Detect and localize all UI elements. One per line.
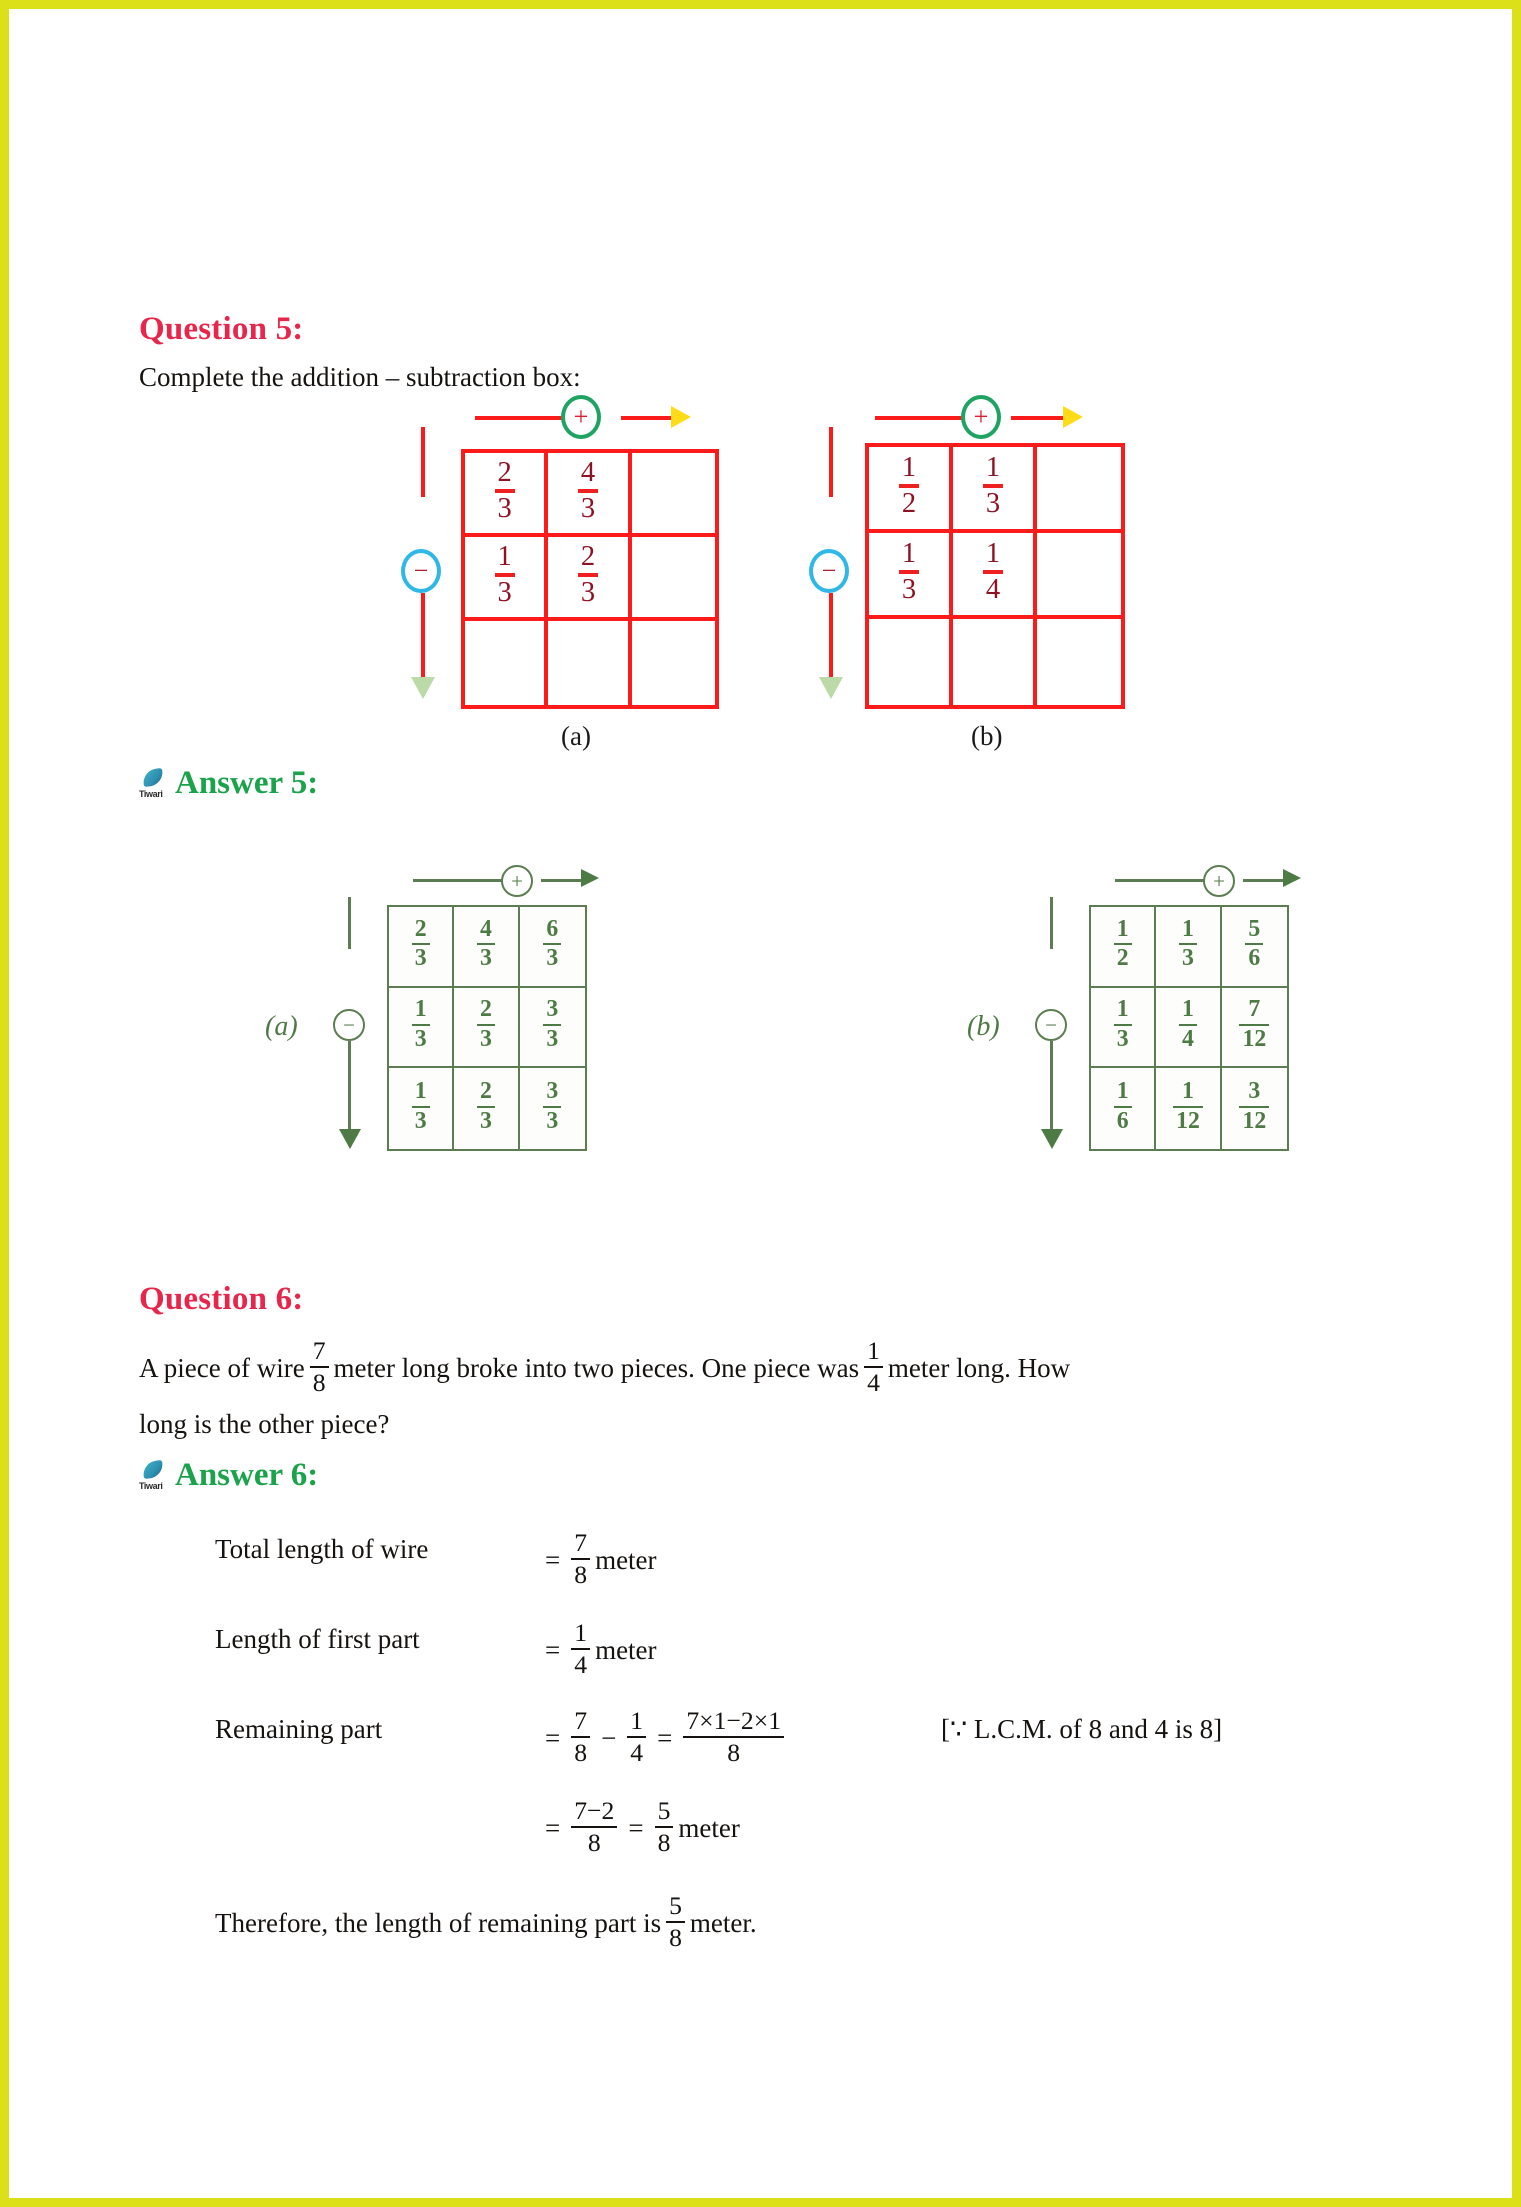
grid-cell <box>1156 907 1221 988</box>
logo-brand-text: Tiwari <box>139 1480 163 1491</box>
question-5-prompt: Complete the addition – subtraction box: <box>139 362 581 392</box>
arrow-head-icon <box>581 869 599 887</box>
lcm-note: [∵ L.C.M. of 8 and 4 is 8] <box>941 1714 1223 1744</box>
arrow-line-top <box>829 427 833 497</box>
grid-cell <box>1222 988 1287 1069</box>
grid-cell-empty <box>548 621 631 705</box>
subtraction-arrow-b-bottom <box>811 593 851 703</box>
logo-brand-text: Tiwari <box>139 788 163 799</box>
arrow-line-left <box>875 416 975 420</box>
question-6-line-2: long is the other piece? <box>139 1409 390 1439</box>
grid-cell <box>454 988 519 1069</box>
q6-text-c: meter long. How <box>887 1353 1071 1384</box>
fraction-1-3: $\frac{1}{3}$ <box>1179 917 1197 973</box>
arrow-head-icon <box>671 406 691 428</box>
answer-6-heading: Answer 6: <box>175 1457 319 1493</box>
minus-operator-answer-b: − <box>1035 1009 1067 1041</box>
fraction-7-12: $\frac{7}{12}$ <box>1239 997 1269 1053</box>
grid-cell <box>454 907 519 988</box>
arrow-head-icon <box>1063 406 1083 428</box>
grid-cell-empty <box>632 621 715 705</box>
minus-operator-a: − <box>401 549 441 593</box>
minus-operator-b: − <box>809 549 849 593</box>
arrow-line-bottom <box>1050 1041 1053 1133</box>
arrow-head-down-icon <box>1041 1129 1063 1149</box>
question-6-heading: Question 6: <box>139 1281 304 1317</box>
unit-label: meter <box>595 1545 657 1576</box>
minus-operator-answer-a: − <box>333 1009 365 1041</box>
fraction-1-6: $\frac{1}{6}$ <box>1114 1079 1132 1135</box>
grid-cell <box>548 537 631 621</box>
grid-cell-empty <box>632 453 715 537</box>
equals-sign: = <box>545 1813 561 1844</box>
fraction-1-12: $\frac{1}{12}$ <box>1173 1079 1203 1135</box>
question-5-grid-a <box>461 449 719 709</box>
figure-label-answer-a: (a) <box>265 1011 298 1042</box>
fraction-1-3: $\frac{1}{3}$ <box>412 997 430 1053</box>
grid-cell <box>389 907 454 988</box>
answer-5-heading-row <box>139 765 318 802</box>
arrow-line-left <box>1115 879 1207 882</box>
grid-cell <box>1222 907 1287 988</box>
plus-operator-answer-b: + <box>1203 865 1235 897</box>
remaining-part-simplified <box>539 1796 740 1858</box>
leaf-shape-icon <box>142 1460 164 1479</box>
grid-cell-empty <box>869 619 953 705</box>
unit-label: meter <box>678 1813 740 1844</box>
page-content <box>9 9 1512 2198</box>
question-5-grid-b <box>865 443 1125 709</box>
fraction-2-3: $\frac{2}{3}$ <box>578 542 598 609</box>
remaining-part-label: Remaining part <box>215 1714 383 1744</box>
total-length-value <box>539 1528 657 1590</box>
grid-cell-empty <box>632 537 715 621</box>
first-part-label: Length of first part <box>215 1624 420 1654</box>
total-length-label: Total length of wire <box>215 1534 429 1564</box>
fraction-1-3: $\frac{1}{3}$ <box>1114 997 1132 1053</box>
question-6-line-1 <box>139 1336 1071 1398</box>
fraction-7-8: $\frac{7}{8}$ <box>571 1707 590 1766</box>
grid-cell <box>389 1068 454 1149</box>
tiwari-leaf-logo-icon <box>139 1461 169 1491</box>
answer-5-heading: Answer 5: <box>175 765 319 801</box>
fraction-6-3: $\frac{6}{3}$ <box>543 917 561 973</box>
fraction-3-3: $\frac{3}{3}$ <box>543 997 561 1053</box>
fraction-2-3: $\frac{2}{3}$ <box>412 917 430 973</box>
figure-label-a: (a) <box>561 721 591 751</box>
grid-cell <box>1091 988 1156 1069</box>
fraction-5-6: $\frac{5}{6}$ <box>1245 917 1263 973</box>
equals-sign: = <box>545 1635 561 1666</box>
grid-cell <box>953 447 1037 533</box>
arrow-head-icon <box>1283 869 1301 887</box>
fraction-4-3: $\frac{4}{3}$ <box>477 917 495 973</box>
fraction-1-3: $\frac{1}{3}$ <box>899 539 919 606</box>
fraction-1-4: $\frac{1}{4}$ <box>627 1707 646 1766</box>
plus-operator-a: + <box>561 395 601 439</box>
question-5-heading: Question 5: <box>139 311 304 347</box>
fraction-1-4: $\frac{1}{4}$ <box>571 1619 590 1678</box>
subtraction-arrow-answer-a-bottom <box>335 1041 365 1151</box>
grid-cell <box>520 907 585 988</box>
grid-cell <box>1222 1068 1287 1149</box>
plus-operator-b: + <box>961 395 1001 439</box>
arrow-line-bottom <box>421 593 425 681</box>
subtraction-arrow-answer-a-top <box>335 897 365 949</box>
answer-6-heading-row <box>139 1457 318 1494</box>
arrow-head-down-icon <box>411 677 435 699</box>
fraction-1-2: $\frac{1}{2}$ <box>1114 917 1132 973</box>
grid-cell <box>548 453 631 537</box>
arrow-line-right <box>621 416 671 420</box>
fraction-2-3: $\frac{2}{3}$ <box>495 458 515 525</box>
fraction-5-8: $\frac{5}{8}$ <box>655 1797 674 1856</box>
grid-cell <box>1156 1068 1221 1149</box>
conclusion-text-a: Therefore, the length of remaining part is <box>215 1908 662 1939</box>
equals-sign: = <box>545 1545 561 1576</box>
subtraction-arrow-answer-b-bottom <box>1037 1041 1067 1151</box>
fraction-1-4: $\frac{1}{4}$ <box>983 539 1003 606</box>
arrow-line-right <box>1011 416 1063 420</box>
arrow-line-top <box>1050 897 1053 949</box>
grid-cell-empty <box>953 619 1037 705</box>
grid-cell <box>465 537 548 621</box>
grid-cell <box>454 1068 519 1149</box>
minus-sign: − <box>601 1723 617 1754</box>
equals-sign-2: = <box>657 1723 673 1754</box>
arrow-line-left <box>413 879 505 882</box>
arrow-line-right <box>1243 879 1283 882</box>
fraction-7-8: $\frac{7}{8}$ <box>310 1337 329 1396</box>
fraction-1-3: $\frac{1}{3}$ <box>412 1079 430 1135</box>
fraction-1-3: $\frac{1}{3}$ <box>495 542 515 609</box>
arrow-line-bottom <box>829 593 833 681</box>
fraction-2-3: $\frac{2}{3}$ <box>477 997 495 1053</box>
unit-label: meter <box>595 1635 657 1666</box>
equals-sign: = <box>545 1723 561 1754</box>
grid-cell <box>389 988 454 1069</box>
subtraction-arrow-b-top <box>811 427 851 497</box>
fraction-7minus2-8: $\frac{7-2}{8}$ <box>571 1797 617 1856</box>
arrow-head-down-icon <box>339 1129 361 1149</box>
grid-cell <box>1091 907 1156 988</box>
fraction-5-8: $\frac{5}{8}$ <box>666 1892 685 1951</box>
fraction-3-12: $\frac{3}{12}$ <box>1239 1079 1269 1135</box>
answer-6-conclusion <box>215 1891 757 1953</box>
grid-cell-empty <box>1037 619 1121 705</box>
subtraction-arrow-a-top <box>403 427 443 497</box>
grid-cell <box>869 447 953 533</box>
plus-operator-answer-a: + <box>501 865 533 897</box>
q6-text-a: A piece of wire <box>139 1353 305 1384</box>
grid-cell <box>1091 1068 1156 1149</box>
fraction-1-3: $\frac{1}{3}$ <box>983 453 1003 520</box>
grid-cell <box>520 988 585 1069</box>
grid-cell-empty <box>1037 533 1121 619</box>
fraction-1-4: $\frac{1}{4}$ <box>864 1337 883 1396</box>
fraction-3-3: $\frac{3}{3}$ <box>543 1079 561 1135</box>
tiwari-leaf-logo-icon <box>139 769 169 799</box>
answer-5-grid-b <box>1089 905 1289 1151</box>
fraction-2-3: $\frac{2}{3}$ <box>477 1079 495 1135</box>
arrow-head-down-icon <box>819 677 843 699</box>
grid-cell <box>465 453 548 537</box>
figure-label-b: (b) <box>971 721 1003 751</box>
fraction-4-3: $\frac{4}{3}$ <box>578 458 598 525</box>
grid-cell <box>520 1068 585 1149</box>
q6-text-b: meter long broke into two pieces. One piece was <box>333 1353 860 1384</box>
answer-5-grid-a <box>387 905 587 1151</box>
grid-cell-empty <box>1037 447 1121 533</box>
fraction-7-8: $\frac{7}{8}$ <box>571 1529 590 1588</box>
remaining-part-value <box>539 1706 789 1768</box>
leaf-shape-icon <box>142 768 164 787</box>
grid-cell-empty <box>465 621 548 705</box>
arrow-line-top <box>348 897 351 949</box>
arrow-line-right <box>541 879 581 882</box>
grid-cell <box>869 533 953 619</box>
arrow-line-bottom <box>348 1041 351 1133</box>
grid-cell <box>1156 988 1221 1069</box>
conclusion-text-b: meter. <box>689 1908 757 1939</box>
fraction-1-2: $\frac{1}{2}$ <box>899 453 919 520</box>
fraction-1-4: $\frac{1}{4}$ <box>1179 997 1197 1053</box>
figure-label-answer-b: (b) <box>967 1011 1000 1042</box>
equals-sign-2: = <box>628 1813 644 1844</box>
subtraction-arrow-answer-b-top <box>1037 897 1067 949</box>
subtraction-arrow-a-bottom <box>403 593 443 703</box>
grid-cell <box>953 533 1037 619</box>
first-part-value <box>539 1618 657 1680</box>
arrow-line-top <box>421 427 425 497</box>
fraction-expression-numerator: $\frac{7\times 1-2\times 1}{8}$ <box>683 1707 784 1766</box>
